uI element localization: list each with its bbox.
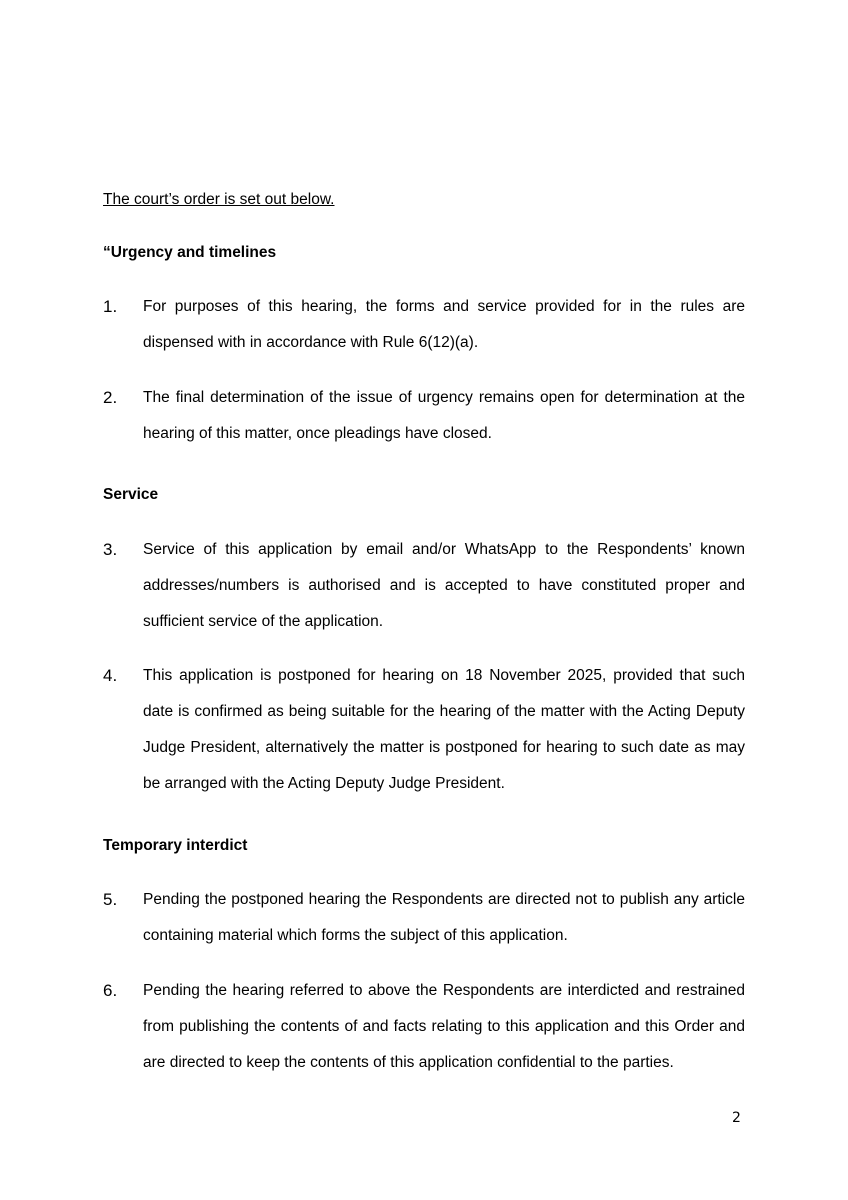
paragraph-text: This application is postponed for hearing on 18 November 2025, provided that such date is confirmed as being suitable for the hearing of the matter with the Acting Deputy Judge President, alternatively the matter is postponed for hearing to such date as may be arranged with the Acting Deputy Judge President. (143, 667, 745, 792)
paragraph-text: Pending the hearing referred to above the Respondents are interdicted and restrained from publishing the contents of and facts relating to this application and this Order and are directed to keep the contents of this application confidential to the parties. (143, 982, 745, 1071)
page-number: 2 (732, 1110, 741, 1126)
paragraph-number: 2. (103, 388, 118, 407)
paragraph-text: Pending the postponed hearing the Respondents are directed not to publish any article containing material which forms the subject of this application. (143, 891, 745, 944)
paragraph-number: 5. (103, 890, 118, 909)
section-heading-urgency: “Urgency and timelines (103, 244, 277, 261)
intro-text: The court’s order is set out below. (103, 191, 335, 208)
section-heading-temporary-interdict: Temporary interdict (103, 837, 248, 854)
paragraph-number: 1. (103, 297, 118, 316)
paragraph-text: The final determination of the issue of urgency remains open for determination at the hearing of this matter, once pleadings have closed. (143, 389, 745, 442)
paragraph-number: 4. (103, 666, 118, 685)
paragraph-number: 3. (103, 540, 118, 559)
paragraph-number: 6. (103, 981, 118, 1000)
paragraph-text: For purposes of this hearing, the forms and service provided for in the rules are dispensed with in accordance with Rule 6(12)(a). (143, 298, 745, 351)
section-heading-service: Service (103, 486, 159, 503)
paragraph-text: Service of this application by email and/or WhatsApp to the Respondents’ known addresses/numbers is authorised and is accepted to have constituted proper and sufficient service of the application. (143, 541, 745, 630)
